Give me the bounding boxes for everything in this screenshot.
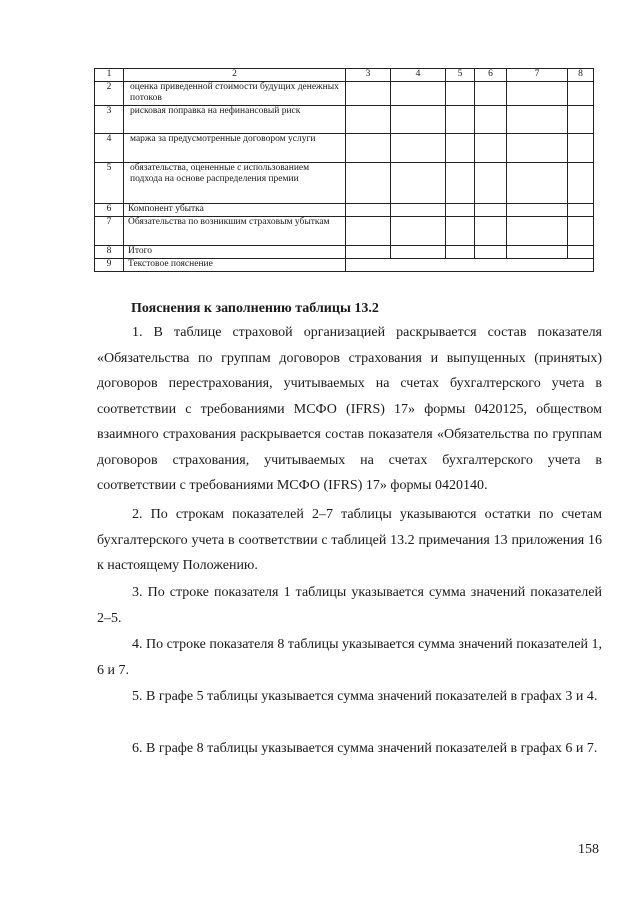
paragraph: 1. В таблице страховой организацией раскрывается состав показателя «Обязательства по группам договоров страхования и выпущенных (принятых) договоров перестрахования, учитываемых на счетах бухгалтерского учета в соответствии с требованиями МСФО (IFRS) 17» формы 0420125, обществом взаимного страхования раскрывается состав показателя «Обязательства по группам договоров страхования, учитываемых на счетах бухгалтерского учета в соответствии с требованиями МСФО (IFRS) 17» формы 0420140. [97,325,602,493]
paragraph: 3. По строке показателя 1 таблицы указывается сумма значений показателей 2–5. [97,585,602,626]
paragraph: 5. В графе 5 таблицы указывается сумма значений показателей в графах 3 и 4. [132,689,598,704]
row-number: 2 [95,82,124,106]
row-number: 7 [95,217,124,246]
row-number: 4 [95,134,124,163]
paragraph: 4. По строке показателя 8 таблицы указывается сумма значений показателей 1, 6 и 7. [97,637,602,678]
row-label: Компонент убытка [124,204,346,217]
paragraph: 2. По строкам показателей 2–7 таблицы указываются остатки по счетам бухгалтерского учета в соответствии с таблицей 13.2 примечания 13 приложения 16 к настоящему Положению. [97,507,602,573]
table-row [95,217,594,246]
row-label: маржа за предусмотренные договором услуги [124,134,346,163]
row-number: 8 [95,246,124,259]
row-label: Текстовое пояснение [124,259,346,272]
page-number: 158 [578,842,599,857]
row-label: Итого [124,246,346,259]
column-header: 1 [95,69,124,82]
row-label: обязательства, оцененные с использованием подхода на основе распределения премии [124,163,346,204]
row-number: 6 [95,204,124,217]
table-row [95,259,594,272]
paragraph: 6. В графе 8 таблицы указывается сумма значений показателей в графах 6 и 7. [132,741,598,756]
table-row [95,204,594,217]
table-row [95,82,594,106]
column-header: 3 [346,69,391,82]
section-heading: Пояснения к заполнению таблицы 13.2 [131,301,379,316]
column-header: 8 [568,69,594,82]
column-header: 4 [391,69,446,82]
column-header: 6 [475,69,507,82]
indicators-table [94,68,594,272]
table-row [95,163,594,204]
table-row [95,106,594,134]
row-number: 9 [95,259,124,272]
row-label: Обязательства по возникшим страховым убыткам [124,217,346,246]
row-label: рисковая поправка на нефинансовый риск [124,106,346,134]
table-header-row [95,69,594,82]
column-header: 5 [446,69,475,82]
row-number: 3 [95,106,124,134]
row-number: 5 [95,163,124,204]
column-header: 7 [507,69,568,82]
text-explanation-cell [346,259,594,272]
table-row [95,246,594,259]
column-header: 2 [124,69,346,82]
table-row [95,134,594,163]
row-label: оценка приведенной стоимости будущих денежных потоков [124,82,346,106]
